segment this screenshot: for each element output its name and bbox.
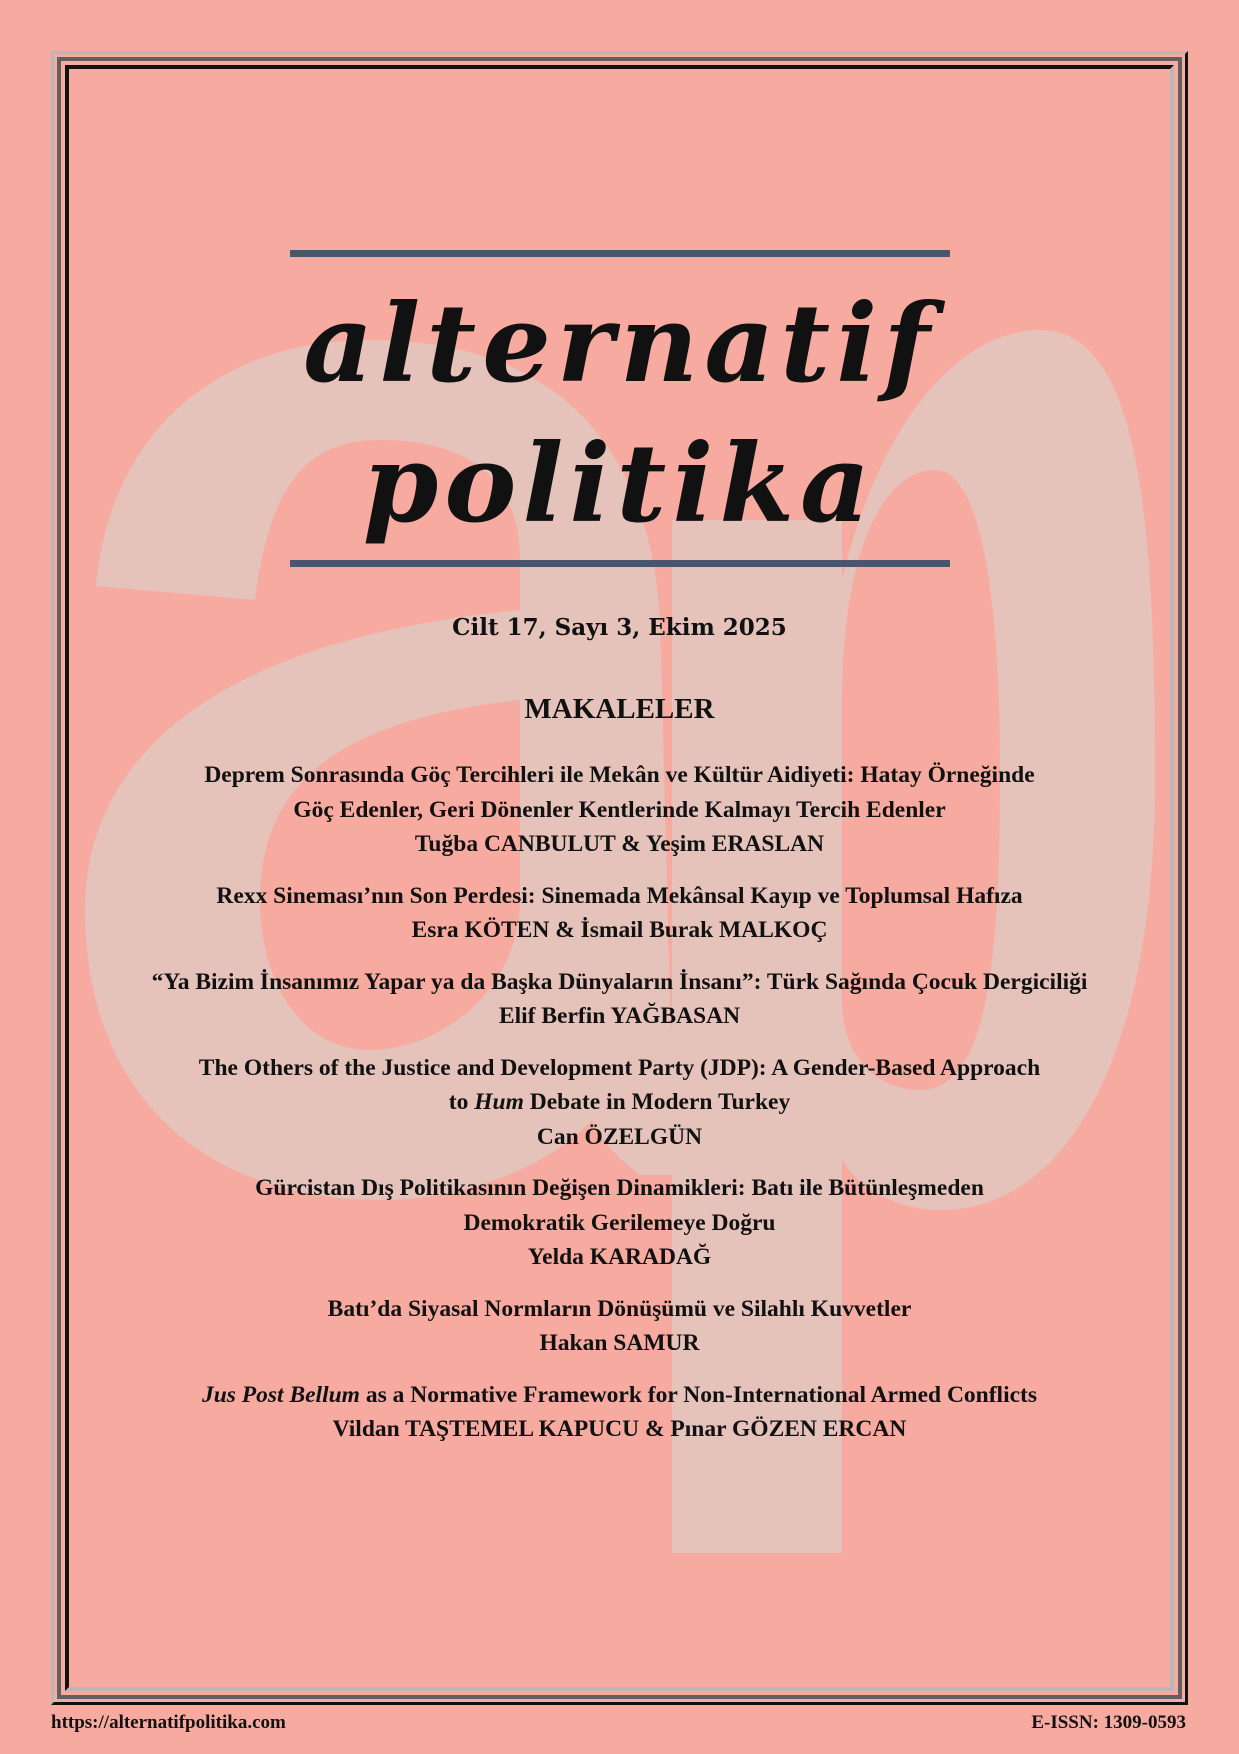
article-authors: Vildan TAŞTEMEL KAPUCU & Pınar GÖZEN ERCAN: [332, 1416, 907, 1442]
article-list: [0, 758, 1239, 1464]
article-authors: Tuğba CANBULUT & Yeşim ERASLAN: [414, 831, 825, 857]
article-item: [0, 758, 1239, 862]
article-title: [0, 1085, 1239, 1120]
title-text: Debate in Modern Turkey: [523, 1089, 791, 1115]
article-item: [0, 879, 1239, 948]
issue-info: Cilt 17, Sayı 3, Ekim 2025: [452, 614, 787, 641]
article-authors: Elif Berfin YAĞBASAN: [498, 1003, 741, 1029]
article-title: [0, 1378, 1239, 1413]
article-authors: Esra KÖTEN & İsmail Burak MALKOÇ: [411, 917, 828, 943]
website-link[interactable]: https://alternatifpolitika.com: [51, 1712, 286, 1733]
title-text: as a Normative Framework for Non-International Armed Conflicts: [359, 1381, 1038, 1408]
article-item: [0, 1171, 1239, 1275]
article-title: The Others of the Justice and Development Party (JDP): A Gender-Based Approach: [198, 1054, 1041, 1081]
article-title: Göç Edenler, Geri Dönenler Kentlerinde Kalmayı Tercih Edenler: [293, 796, 946, 823]
title-italic-term: Hum: [474, 1089, 524, 1115]
title-italic-term: Jus Post Bellum: [201, 1381, 360, 1408]
article-title: Deprem Sonrasında Göç Tercihleri ile Mekân ve Kültür Aidiyeti: Hatay Örneğinde: [204, 762, 1035, 788]
section-heading: MAKALELER: [524, 693, 715, 725]
article-item: [0, 1292, 1239, 1361]
article-title: Gürcistan Dış Politikasının Değişen Dinamikleri: Batı ile Bütünleşmeden: [255, 1175, 984, 1201]
title-text: to: [448, 1089, 475, 1115]
article-authors: Can ÖZELGÜN: [536, 1123, 703, 1150]
article-authors: Yelda KARADAĞ: [527, 1244, 712, 1270]
top-rule: [290, 250, 950, 257]
journal-title-line1: alternatif: [303, 281, 936, 407]
article-item: [0, 965, 1239, 1034]
article-title: Batı’da Siyasal Normların Dönüşümü ve Silahlı Kuvvetler: [327, 1295, 912, 1322]
journal-title-line2: politika: [362, 421, 877, 547]
article-item: [0, 1051, 1239, 1155]
bottom-rule: [290, 560, 950, 567]
article-item: [0, 1378, 1239, 1447]
article-title: “Ya Bizim İnsanımız Yapar ya da Başka Dünyaların İnsanı”: Türk Sağında Çocuk Dergiciliği: [151, 968, 1088, 995]
article-authors: Hakan SAMUR: [539, 1330, 700, 1356]
article-title: Demokratik Gerilemeye Doğru: [463, 1209, 776, 1236]
article-title: Rexx Sineması’nın Son Perdesi: Sinemada Mekânsal Kayıp ve Toplumsal Hafıza: [216, 882, 1023, 909]
issn-label: E-ISSN: 1309-0593: [1031, 1712, 1186, 1733]
